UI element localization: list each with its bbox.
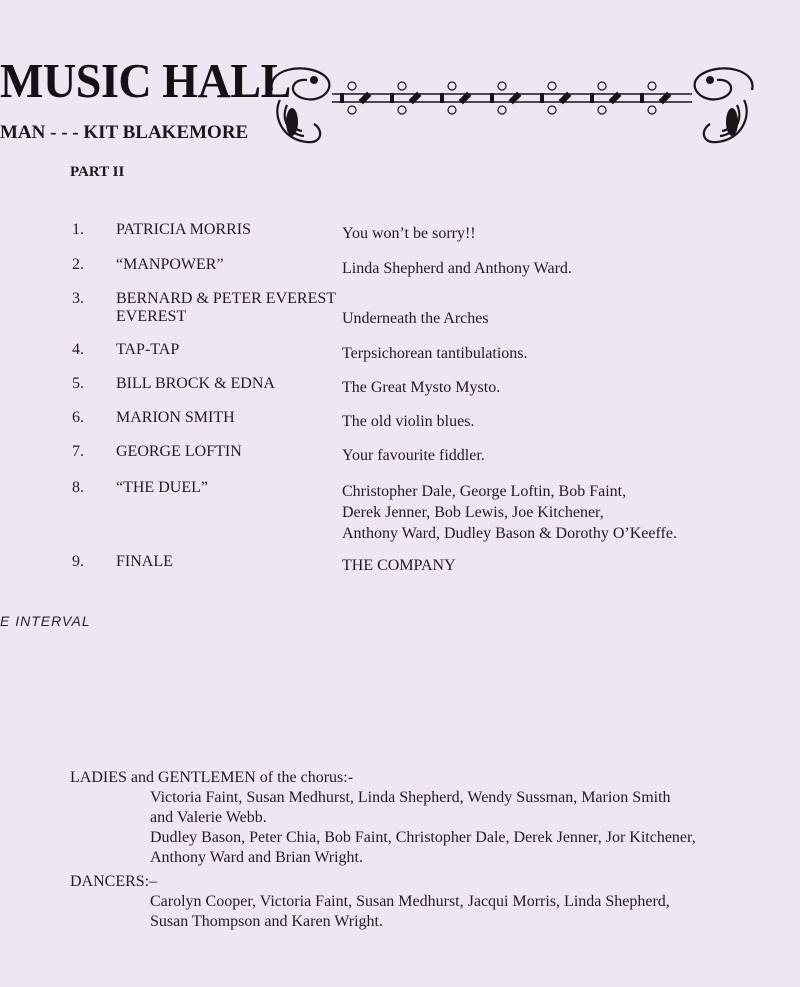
act-number: 5. [72,375,84,392]
act-description-line: Derek Jenner, Bob Lewis, Joe Kitchener, [342,504,604,521]
act-name: PATRICIA MORRIS [116,221,252,238]
chorus-gentlemen-line: Anthony Ward and Brian Wright. [150,849,363,866]
page-title: MUSIC HALL [0,53,291,108]
act-number: 3. [72,290,84,307]
chorus-gentlemen-line: Dudley Bason, Peter Chia, Bob Faint, Christopher Dale, Derek Jenner, Jor Kitchener, [150,829,696,846]
interval-label: E INTERVAL [0,613,91,629]
act-number: 7. [72,443,84,460]
act-name: TAP-TAP [116,341,180,358]
act-description: The Great Mysto Mysto. [342,379,501,396]
subtitle: MAN - - - KIT BLAKEMORE [0,122,249,143]
act-number: 4. [72,341,84,358]
chorus-heading: LADIES and GENTLEMEN of the chorus:- [70,769,354,786]
act-name: “MANPOWER” [116,256,224,273]
act-name: BILL BROCK & EDNA [116,375,275,392]
act-description: Terpsichorean tantibulations. [342,345,528,362]
act-description-line: Christopher Dale, George Loftin, Bob Faint, [342,483,627,500]
chorus-ladies-line: and Valerie Webb. [150,809,267,826]
act-number: 6. [72,409,84,426]
act-description-line: Anthony Ward, Dudley Bason & Dorothy O’Keeffe. [342,525,677,542]
act-name: BERNARD & PETER EVEREST [116,290,337,307]
act-description: You won’t be sorry!! [342,225,476,242]
chorus-ladies-line: Victoria Faint, Susan Medhurst, Linda Shepherd, Wendy Sussman, Marion Smith [150,789,671,806]
act-description: THE COMPANY [342,557,456,574]
dancers-line: Susan Thompson and Karen Wright. [150,913,383,930]
act-description: The old violin blues. [342,413,475,430]
act-number: 8. [72,479,84,496]
part-heading: PART II [70,164,125,180]
act-number: 9. [72,553,84,570]
act-number: 1. [72,221,84,238]
dancers-heading: DANCERS:– [70,873,158,890]
act-name: FINALE [116,553,173,570]
dancers-line: Carolyn Cooper, Victoria Faint, Susan Medhurst, Jacqui Morris, Linda Shepherd, [150,893,670,910]
act-description: Underneath the Arches [342,310,489,327]
act-name-continued: EVEREST [116,308,187,325]
act-name: GEORGE LOFTIN [116,443,242,460]
act-name: “THE DUEL” [116,479,208,496]
act-name: MARION SMITH [116,409,235,426]
act-number: 2. [72,256,84,273]
act-description: Linda Shepherd and Anthony Ward. [342,260,572,277]
cast-credits [70,768,770,932]
act-description: Your favourite fiddler. [342,447,485,464]
